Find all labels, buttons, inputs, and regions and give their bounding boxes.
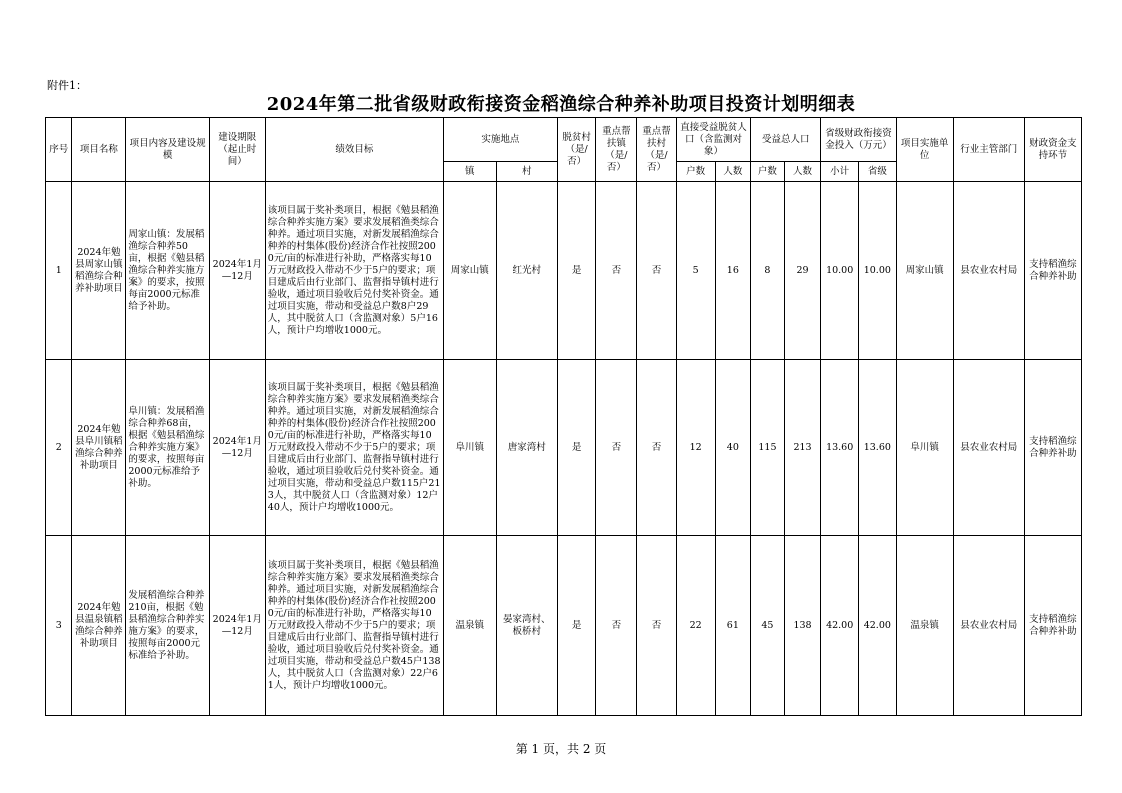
row-name: 2024年勉县周家山镇稻渔综合种养补助项目 [72, 182, 126, 360]
row-unit: 温泉镇 [896, 536, 953, 716]
row-poverty-village: 是 [557, 360, 596, 536]
table-row [46, 360, 1082, 536]
row-provincial: 42.00 [859, 536, 897, 716]
row-village: 唐家湾村 [496, 360, 557, 536]
header-poverty-village: 脱贫村（是/否） [557, 118, 596, 182]
header-goal: 绩效目标 [265, 118, 443, 182]
row-content: 阜川镇：发展稻渔综合种养68亩，根据《勉县稻渔综合种养实施方案》的要求，按照每亩2000元标准给予补助。 [126, 360, 209, 536]
header-content: 项目内容及建设规模 [126, 118, 209, 182]
row-town: 阜川镇 [443, 360, 496, 536]
header-total-households: 户数 [751, 162, 785, 182]
row-total-persons: 138 [784, 536, 821, 716]
row-provincial: 10.00 [859, 182, 897, 360]
row-index: 1 [46, 182, 72, 360]
row-direct-households: 12 [676, 360, 715, 536]
header-location: 实施地点 [443, 118, 557, 162]
row-goal: 该项目属于奖补类项目，根据《勉县稻渔综合种养实施方案》要求发展稻渔类综合种养。通过项目实施，对新发展稻渔综合种养的村集体(股份)经济合作社按照2000元/亩的标准进行补助，严格落实每10万元财政投入带动不少于5户的要求；项目建成后由行业部门、监督指导镇村进行验收，通过项目验收后兑付奖补资金。通过项目实施，带动和受益总户数8户29人，其中脱贫人口（含监测对象）5户16人，预计户均增收1000元。 [265, 182, 443, 360]
page-footer: 第 1 页，共 2 页 [515, 742, 607, 756]
row-department: 县农业农村局 [953, 536, 1024, 716]
row-village: 晏家湾村、板桥村 [496, 536, 557, 716]
header-department: 行业主管部门 [953, 118, 1024, 182]
row-period: 2024年1月—12月 [209, 182, 265, 360]
row-support: 支持稻渔综合种养补助 [1024, 536, 1081, 716]
row-key-town: 否 [596, 182, 637, 360]
header-total-benefit: 受益总人口 [751, 118, 821, 162]
row-direct-persons: 16 [715, 182, 751, 360]
row-direct-persons: 61 [715, 536, 751, 716]
row-total-persons: 29 [784, 182, 821, 360]
row-unit: 阜川镇 [896, 360, 953, 536]
row-poverty-village: 是 [557, 536, 596, 716]
row-period: 2024年1月—12月 [209, 360, 265, 536]
row-index: 3 [46, 536, 72, 716]
header-fund: 省级财政衔接资金投入（万元） [821, 118, 896, 162]
table-row [46, 536, 1082, 716]
table-row [46, 182, 1082, 360]
row-provincial: 13.60 [859, 360, 897, 536]
header-village: 村 [496, 162, 557, 182]
row-total-households: 8 [751, 182, 785, 360]
header-town: 镇 [443, 162, 496, 182]
row-goal: 该项目属于奖补类项目，根据《勉县稻渔综合种养实施方案》要求发展稻渔类综合种养。通过项目实施，对新发展稻渔综合种养的村集体(股份)经济合作社按照2000元/亩的标准进行补助，严格落实每10万元财政投入带动不少于5户的要求；项目建成后由行业部门、监督指导镇村进行验收，通过项目验收后兑付奖补资金。通过项目实施，带动和受益总户数115户213人，其中脱贫人口（含监测对象）12户40人，预计户均增收1000元。 [265, 360, 443, 536]
header-total-persons: 人数 [784, 162, 821, 182]
row-index: 2 [46, 360, 72, 536]
header-name: 项目名称 [72, 118, 126, 182]
row-town: 温泉镇 [443, 536, 496, 716]
header-direct-persons: 人数 [715, 162, 751, 182]
row-support: 支持稻渔综合种养补助 [1024, 182, 1081, 360]
row-subtotal: 13.60 [821, 360, 859, 536]
header-key-village: 重点帮扶村（是/否） [637, 118, 677, 182]
row-total-households: 115 [751, 360, 785, 536]
row-town: 周家山镇 [443, 182, 496, 360]
header-support: 财政资金支持环节 [1024, 118, 1081, 182]
row-key-village: 否 [637, 536, 677, 716]
row-direct-households: 22 [676, 536, 715, 716]
header-period: 建设期限（起止时间） [209, 118, 265, 182]
row-unit: 周家山镇 [896, 182, 953, 360]
header-subtotal: 小计 [821, 162, 859, 182]
row-key-town: 否 [596, 360, 637, 536]
row-name: 2024年勉县温泉镇稻渔综合种养补助项目 [72, 536, 126, 716]
row-key-town: 否 [596, 536, 637, 716]
row-name: 2024年勉县阜川镇稻渔综合种养补助项目 [72, 360, 126, 536]
row-poverty-village: 是 [557, 182, 596, 360]
row-department: 县农业农村局 [953, 182, 1024, 360]
row-total-persons: 213 [784, 360, 821, 536]
project-table [45, 117, 1082, 716]
header-provincial: 省级 [859, 162, 897, 182]
row-key-village: 否 [637, 182, 677, 360]
row-content: 周家山镇：发展稻渔综合种养50亩，根据《勉县稻渔综合种养实施方案》的要求，按照每亩2000元标准给予补助。 [126, 182, 209, 360]
row-support: 支持稻渔综合种养补助 [1024, 360, 1081, 536]
row-subtotal: 42.00 [821, 536, 859, 716]
row-village: 红光村 [496, 182, 557, 360]
row-subtotal: 10.00 [821, 182, 859, 360]
row-content: 发展稻渔综合种养210亩，根据《勉县稻渔综合种养实施方案》的要求，按照每亩2000元标准给予补助。 [126, 536, 209, 716]
page-title: 2024年第二批省级财政衔接资金稻渔综合种养补助项目投资计划明细表 [266, 94, 856, 115]
row-direct-households: 5 [676, 182, 715, 360]
row-direct-persons: 40 [715, 360, 751, 536]
attachment-label: 附件1： [47, 79, 87, 92]
row-key-village: 否 [637, 360, 677, 536]
header-unit: 项目实施单位 [896, 118, 953, 182]
header-direct-benefit: 直接受益脱贫人口（含监测对象） [676, 118, 750, 162]
header-direct-households: 户数 [676, 162, 715, 182]
header-index: 序号 [46, 118, 72, 182]
row-department: 县农业农村局 [953, 360, 1024, 536]
row-total-households: 45 [751, 536, 785, 716]
header-row-1 [46, 118, 1082, 162]
header-key-town: 重点帮扶镇（是/否） [596, 118, 637, 182]
row-period: 2024年1月—12月 [209, 536, 265, 716]
row-goal: 该项目属于奖补类项目，根据《勉县稻渔综合种养实施方案》要求发展稻渔类综合种养。通过项目实施，对新发展稻渔综合种养的村集体(股份)经济合作社按照2000元/亩的标准进行补助，严格落实每10万元财政投入带动不少于5户的要求；项目建成后由行业部门、监督指导镇村进行验收，通过项目验收后兑付奖补资金。通过项目实施，带动和受益总户数45户138人，其中脱贫人口（含监测对象）22户61人，预计户均增收1000元。 [265, 536, 443, 716]
